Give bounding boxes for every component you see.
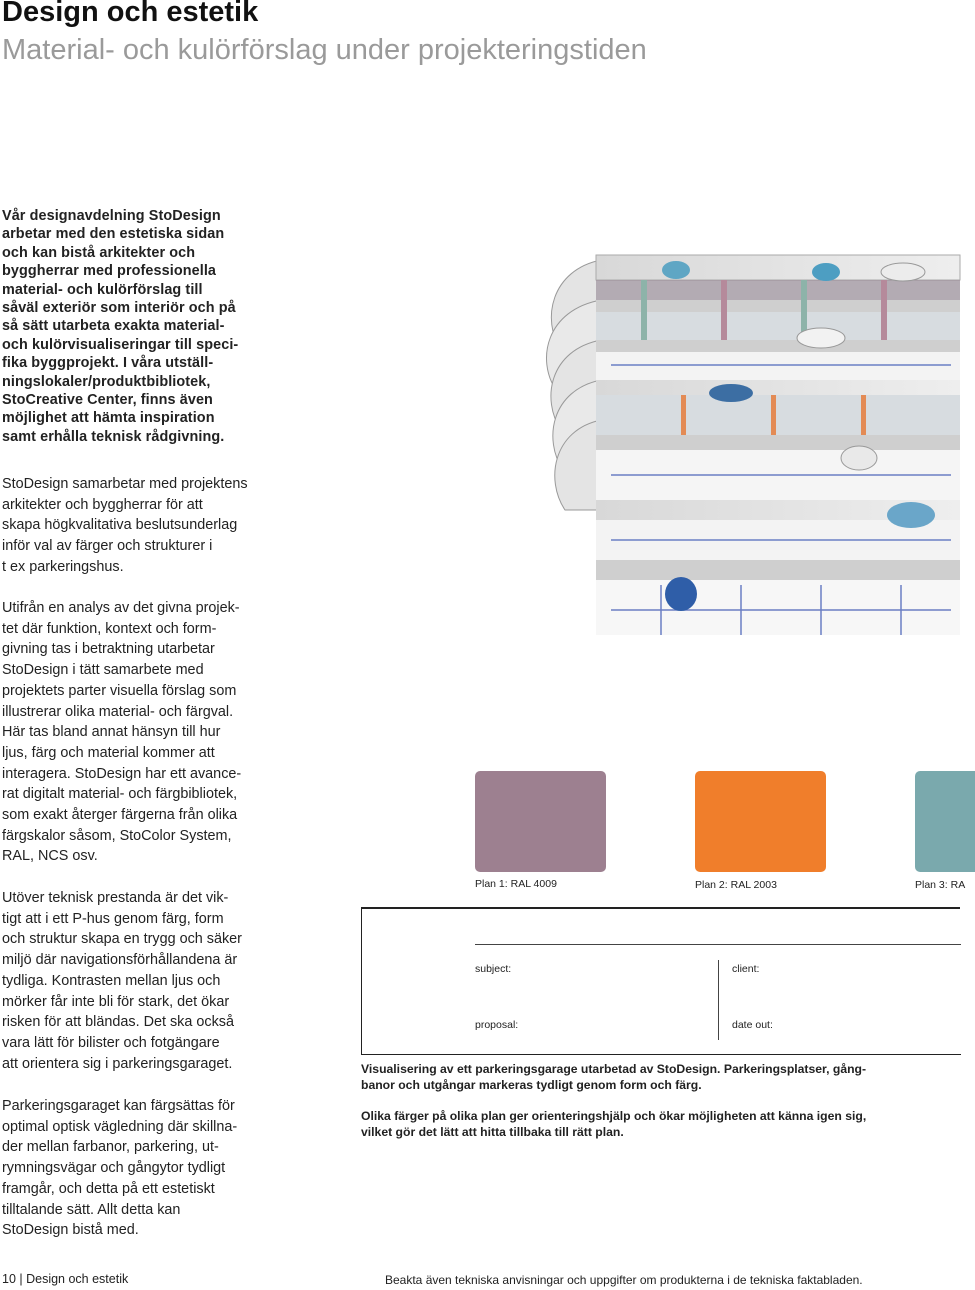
text-line: mörker får inte bli för stark, det ökar bbox=[2, 993, 230, 1010]
text-line: StoDesign bistå med. bbox=[2, 1222, 139, 1239]
text-line: och struktur skapa en trygg och säker bbox=[2, 931, 242, 948]
text-line: rat digitalt material- och färgbibliotek, bbox=[2, 786, 238, 803]
footer-note: Beakta även tekniska anvisningar och uppgifter om produkterna i de tekniska faktabladen. bbox=[385, 1273, 863, 1287]
title-block-proposal: proposal: bbox=[475, 1019, 519, 1031]
text-line: givning tas i betraktning utarbetar bbox=[2, 641, 215, 658]
text-line: RAL, NCS osv. bbox=[2, 848, 98, 865]
text-line: framgår, och detta på ett estetiskt bbox=[2, 1180, 215, 1197]
text-line: interagera. StoDesign har ett avance- bbox=[2, 765, 242, 782]
text-line: material- och kulörförslag till bbox=[2, 281, 203, 298]
body-paragraph-1 bbox=[2, 474, 252, 578]
color-swatch-plan-1 bbox=[475, 771, 606, 872]
text-line: rymningsvägar och gångytor tydligt bbox=[2, 1160, 226, 1177]
text-line: illustrerar olika material- och färgval. bbox=[2, 703, 234, 720]
swatch-label-plan-2: Plan 2: RAL 2003 bbox=[695, 879, 777, 891]
figure-caption-1 bbox=[361, 1061, 921, 1093]
title-block-divider bbox=[718, 960, 719, 1040]
caption-line: Visualisering av ett parkeringsgarage utarbetad av StoDesign. Parkeringsplatser, gång- bbox=[361, 1062, 867, 1076]
text-line: Här tas bland annat hänsyn till hur bbox=[2, 724, 221, 741]
color-swatch-plan-3 bbox=[915, 771, 975, 872]
text-line: att orientera sig i parkeringsgaraget. bbox=[2, 1055, 233, 1072]
page-title: Design och estetik bbox=[2, 0, 259, 28]
figure-frame-top bbox=[361, 907, 960, 909]
text-line: och kulörvisualiseringar till speci- bbox=[2, 336, 239, 353]
text-line: möjlighet att hämta inspiration bbox=[2, 410, 215, 427]
body-paragraph-4 bbox=[2, 1096, 252, 1241]
text-line: StoCreative Center, finns även bbox=[2, 392, 213, 409]
text-line: risken för att bländas. Det ska också bbox=[2, 1014, 234, 1031]
text-line: och kan bistå arkitekter och bbox=[2, 244, 196, 261]
text-line: byggherrar med professionella bbox=[2, 263, 217, 280]
body-paragraph-2 bbox=[2, 598, 252, 867]
body-paragraph-3 bbox=[2, 888, 252, 1074]
swatch-label-plan-3: Plan 3: RA bbox=[915, 879, 966, 891]
text-line: Parkeringsgaraget kan färgsättas för bbox=[2, 1098, 235, 1114]
text-line: vara lätt för bilister och fotgängare bbox=[2, 1034, 220, 1051]
title-block-date-out: date out: bbox=[732, 1019, 773, 1031]
footer-page-number: 10 | Design och estetik bbox=[2, 1272, 129, 1286]
text-line: Utifrån en analys av det givna projek- bbox=[2, 600, 240, 616]
text-line: tet där funktion, kontext och form- bbox=[2, 620, 217, 637]
parking-garage-illustration bbox=[541, 240, 960, 640]
title-block-separator bbox=[475, 944, 961, 945]
color-swatch-plan-2 bbox=[695, 771, 826, 872]
page-subtitle: Material- och kulörförslag under projekteringstiden bbox=[2, 34, 647, 66]
text-line: t ex parkeringshus. bbox=[2, 558, 124, 575]
text-line: så sätt utarbeta exakta material- bbox=[2, 318, 225, 335]
text-line: tilltalande sätt. Allt detta kan bbox=[2, 1201, 181, 1218]
text-line: Utöver teknisk prestanda är det vik- bbox=[2, 890, 229, 906]
text-line: såväl exteriör som interiör och på bbox=[2, 300, 236, 317]
text-line: arbetar med den estetiska sidan bbox=[2, 226, 225, 243]
text-line: tigt att i ett P-hus genom färg, form bbox=[2, 910, 224, 927]
text-line: tydliga. Kontrasten mellan ljus och bbox=[2, 972, 221, 989]
lead-paragraph bbox=[2, 207, 252, 446]
text-line: miljö där navigationsförhållandena är bbox=[2, 952, 238, 969]
caption-line: banor och utgångar markeras tydligt genom form och färg. bbox=[361, 1078, 702, 1092]
text-line: ljus, färg och material kommer att bbox=[2, 744, 215, 761]
text-line: som exakt återger färgerna från olika bbox=[2, 807, 238, 824]
title-block-client: client: bbox=[732, 963, 760, 975]
text-line: projektets parter visuella förslag som bbox=[2, 682, 237, 699]
figure-caption-2 bbox=[361, 1108, 921, 1140]
text-line: fika byggprojekt. I våra utställ- bbox=[2, 355, 214, 372]
text-line: optimal optisk vägledning där skillna- bbox=[2, 1118, 238, 1135]
text-line: inför val av färger och strukturer i bbox=[2, 538, 213, 555]
text-line: StoDesign samarbetar med projektens bbox=[2, 476, 248, 492]
title-block-subject: subject: bbox=[475, 963, 512, 975]
caption-line: Olika färger på olika plan ger orienteringshjälp och ökar möjligheten att känna igen sig, bbox=[361, 1109, 867, 1123]
text-line: skapa högkvalitativa beslutsunderlag bbox=[2, 517, 238, 534]
text-line: der mellan farbanor, parkering, ut- bbox=[2, 1139, 219, 1156]
swatch-label-plan-1: Plan 1: RAL 4009 bbox=[475, 878, 557, 890]
figure-frame-bottom bbox=[361, 1054, 961, 1055]
text-line: StoDesign i tätt samarbete med bbox=[2, 662, 204, 679]
text-line: ningslokaler/produktbibliotek, bbox=[2, 373, 211, 390]
figure-frame-left bbox=[361, 907, 362, 1055]
text-line: Vår designavdelning StoDesign bbox=[2, 208, 221, 224]
text-line: samt erhålla teknisk rådgivning. bbox=[2, 428, 225, 445]
caption-line: vilket gör det lätt att hitta tillbaka till rätt plan. bbox=[361, 1125, 624, 1139]
text-line: färgskalor såsom, StoColor System, bbox=[2, 827, 232, 844]
text-line: arkitekter och byggherrar för att bbox=[2, 496, 203, 513]
